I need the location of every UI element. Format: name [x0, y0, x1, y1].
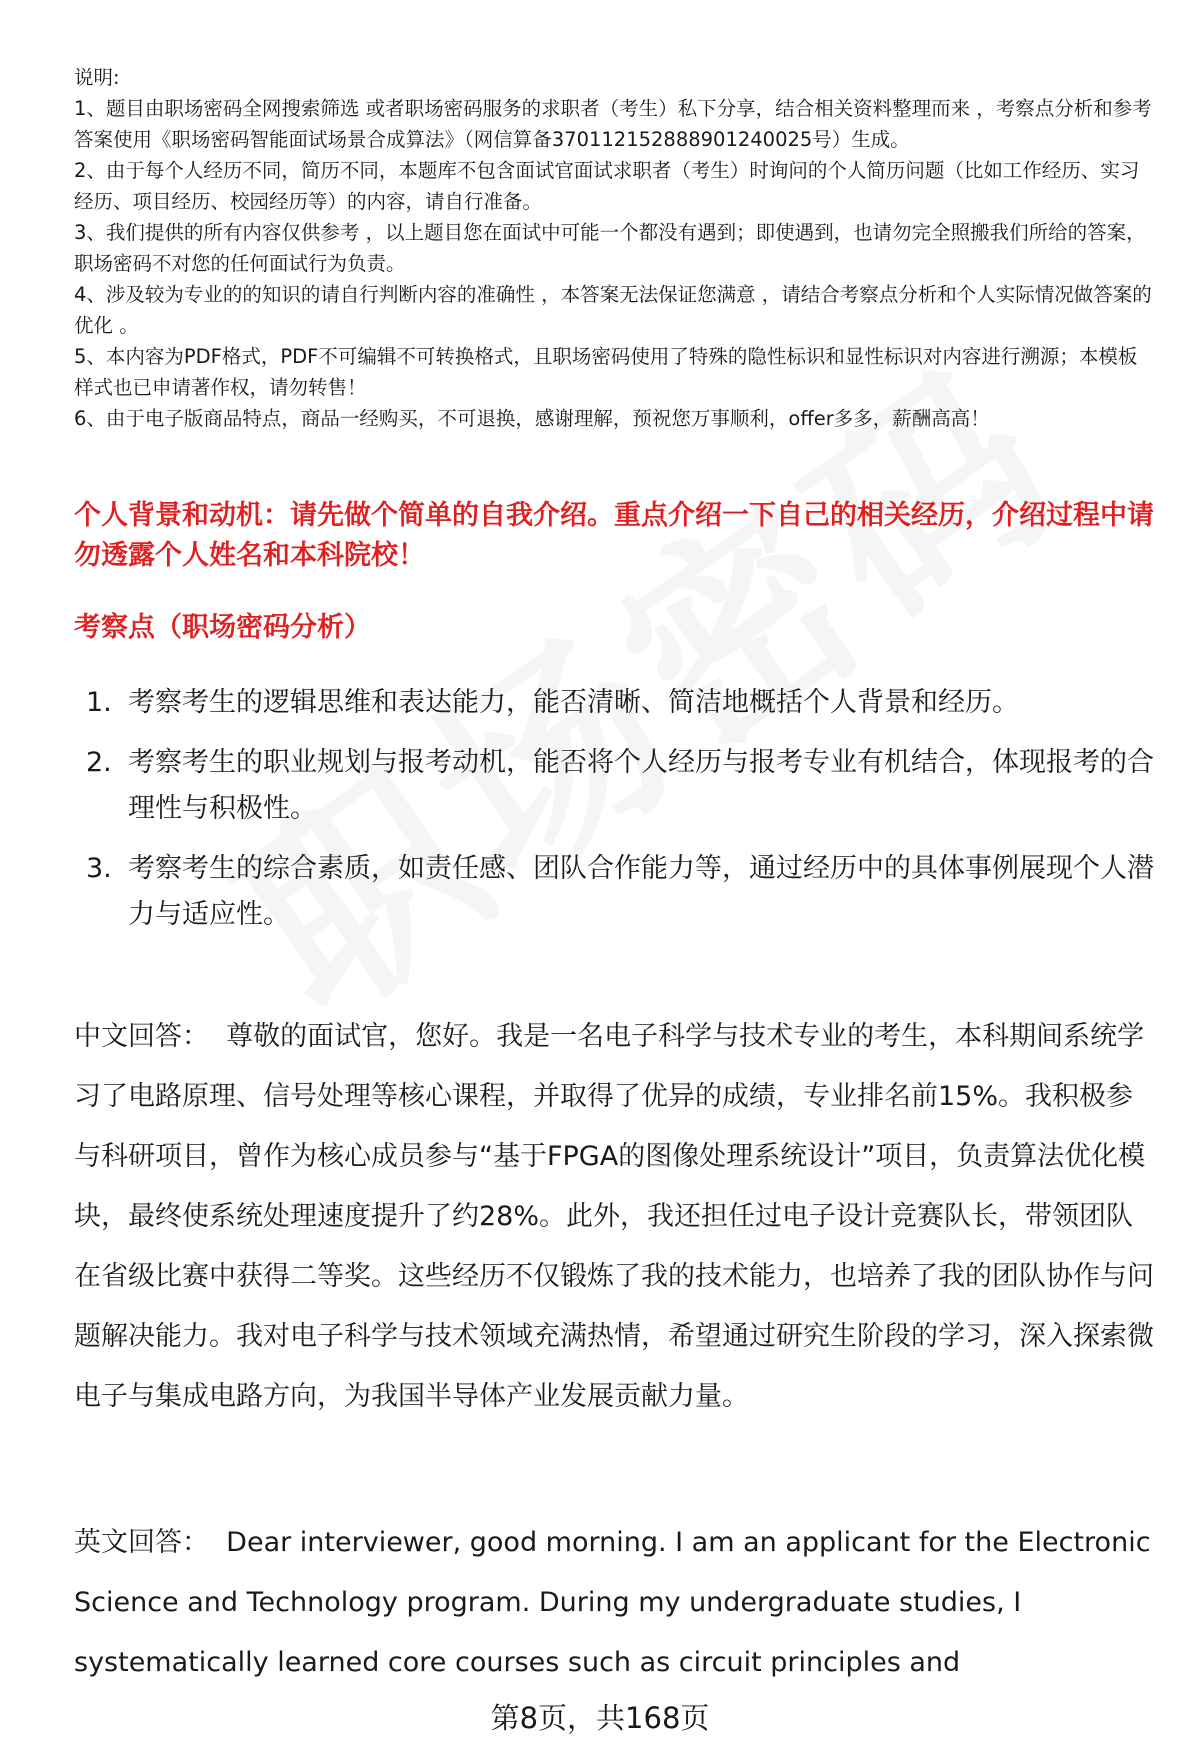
note-item: 4、涉及较为专业的的知识的请自行判断内容的准确性 ，本答案无法保证您满意 ，请结合考察点分析和个人实际情况做答案的优化 。	[74, 283, 1152, 337]
analysis-title: 考察点（职场密码分析）	[74, 612, 371, 643]
chinese-answer-label: 中文回答：	[74, 1021, 209, 1052]
analysis-points	[74, 680, 1154, 952]
note-item: 1、题目由职场密码全网搜索筛选 或者职场密码服务的求职者（考生）私下分享，结合相关资料整理而来 ，考察点分析和参考答案使用《职场密码智能面试场景合成算法》（网信算备370112152888901240025号）生成。	[74, 97, 1152, 151]
point-text: 考察考生的职业规划与报考动机，能否将个人经历与报考专业有机结合，体现报考的合理性与积极性。	[128, 747, 1154, 824]
chinese-answer	[74, 1007, 1156, 1427]
english-answer	[74, 1513, 1156, 1693]
point-text: 考察考生的综合素质，如责任感、团队合作能力等，通过经历中的具体事例展现个人潜力与适应性。	[128, 853, 1154, 930]
page-number: 第8页，共168页	[490, 1701, 710, 1735]
analysis-point	[74, 846, 1154, 938]
point-number: 1.	[86, 687, 112, 718]
question-title: 个人背景和动机：请先做个简单的自我介绍。重点介绍一下自己的相关经历，介绍过程中请勿透露个人姓名和本科院校！	[74, 500, 1154, 571]
point-number: 2.	[86, 747, 112, 778]
note-item: 2、由于每个人经历不同，简历不同，本题库不包含面试官面试求职者（考生）时询问的个人简历问题（比如工作经历、实习经历、项目经历、校园经历等）的内容，请自行准备。	[74, 159, 1140, 213]
english-answer-label: 英文回答：	[74, 1527, 209, 1558]
notes-heading: 说明:	[74, 66, 120, 89]
point-text: 考察考生的逻辑思维和表达能力，能否清晰、简洁地概括个人背景和经历。	[128, 687, 1019, 718]
note-item: 3、我们提供的所有内容仅供参考 ，以上题目您在面试中可能一个都没有遇到；即使遇到，也请勿完全照搬我们所给的答案，职场密码不对您的任何面试行为负责。	[74, 221, 1146, 275]
note-item: 6、由于电子版商品特点，商品一经购买，不可退换，感谢理解，预祝您万事顺利，offer多多，薪酬高高！	[74, 407, 990, 430]
chinese-answer-text: 尊敬的面试官，您好。我是一名电子科学与技术专业的考生，本科期间系统学习了电路原理、信号处理等核心课程，并取得了优异的成绩，专业排名前15%。我积极参与科研项目，曾作为核心成员参与“基于FPGA的图像处理系统设计”项目，负责算法优化模块，最终使系统处理速度提升了约28%。此外，我还担任过电子设计竞赛队长，带领团队在省级比赛中获得二等奖。这些经历不仅锻炼了我的技术能力，也培养了我的团队协作与问题解决能力。我对电子科学与技术领域充满热情，希望通过研究生阶段的学习，深入探索微电子与集成电路方向，为我国半导体产业发展贡献力量。	[74, 1021, 1154, 1412]
notes-section	[74, 62, 1154, 434]
analysis-point	[74, 680, 1154, 726]
note-item: 5、本内容为PDF格式，PDF不可编辑不可转换格式，且职场密码使用了特殊的隐性标识和显性标识对内容进行溯源；本模板样式也已申请著作权，请勿转售！	[74, 345, 1138, 399]
english-answer-text: Dear interviewer, good morning. I am an applicant for the Electronic Science and Technology program. During my undergraduate studies, I systematically learned core courses such as circuit principles and	[74, 1527, 1151, 1678]
point-number: 3.	[86, 853, 112, 884]
analysis-point	[74, 740, 1154, 832]
